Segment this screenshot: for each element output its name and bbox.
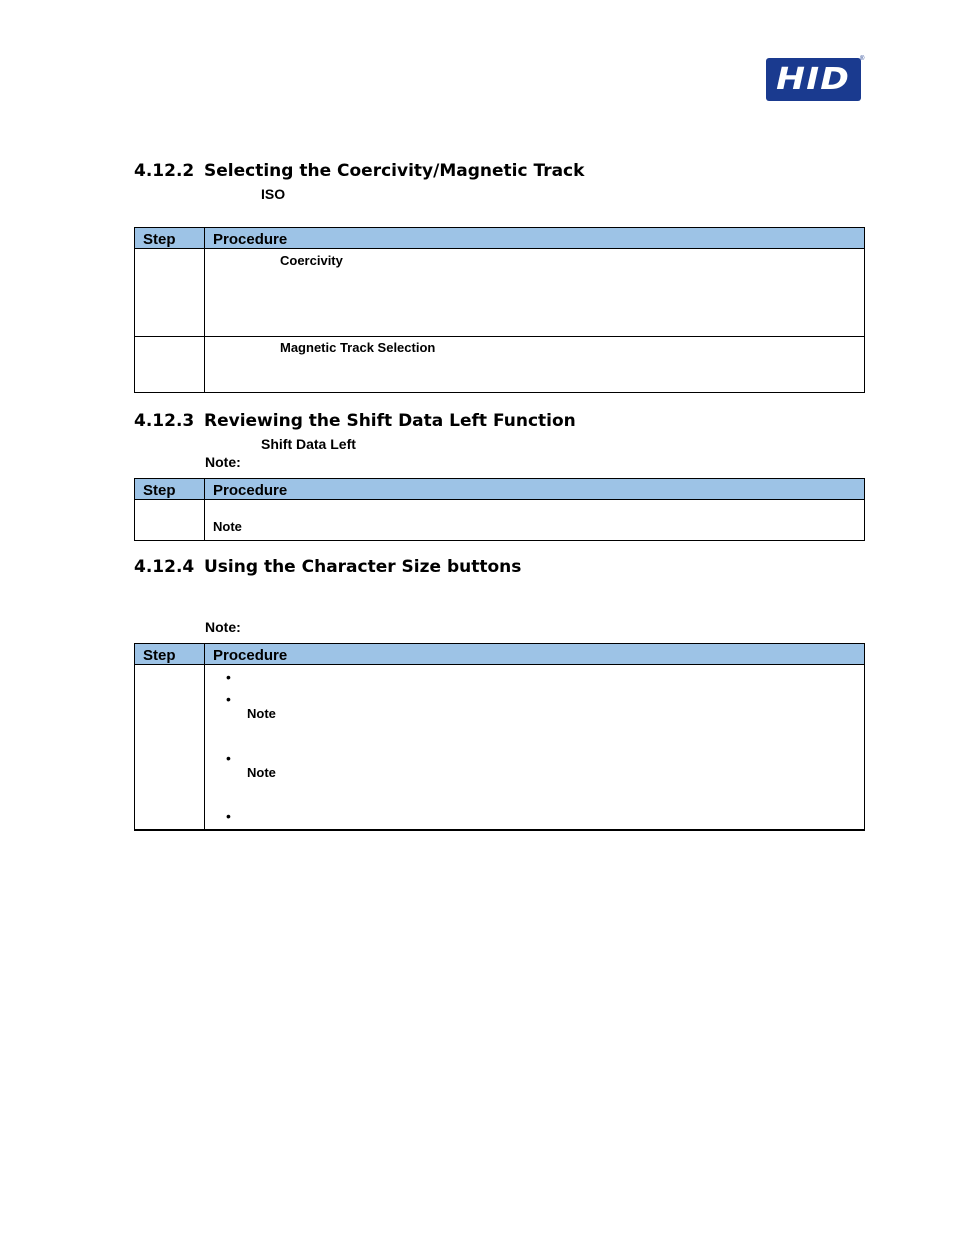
note-label: Note: xyxy=(205,454,241,470)
coercivity-label: Coercivity xyxy=(280,253,343,268)
table-row xyxy=(135,665,865,830)
table-row xyxy=(135,500,865,541)
step-cell xyxy=(135,249,205,337)
column-header-procedure: Procedure xyxy=(205,644,865,665)
registered-mark: ® xyxy=(860,56,865,62)
column-header-procedure: Procedure xyxy=(205,228,865,249)
procedure-cell xyxy=(205,337,865,393)
section-heading-4-12-2 xyxy=(134,161,584,181)
column-header-procedure: Procedure xyxy=(205,479,865,500)
bullet: • xyxy=(226,750,231,766)
section-number: 4.12.4 xyxy=(134,557,195,577)
bullet: • xyxy=(226,808,231,824)
section-title: Using the Character Size buttons xyxy=(204,557,522,577)
section-title: Reviewing the Shift Data Left Function xyxy=(204,411,576,431)
section-title: Selecting the Coercivity/Magnetic Track xyxy=(204,161,585,181)
step-cell xyxy=(135,500,205,541)
bullet: • xyxy=(226,691,231,707)
procedure-cell xyxy=(205,500,865,541)
step-cell xyxy=(135,337,205,393)
column-header-step: Step xyxy=(135,479,205,500)
note-label: Note: xyxy=(205,619,241,635)
table-row xyxy=(135,249,865,337)
table-row xyxy=(135,337,865,393)
column-header-step: Step xyxy=(135,644,205,665)
hid-logo xyxy=(766,58,861,101)
note-label: Note xyxy=(247,765,276,780)
logo-text: HID xyxy=(776,62,851,97)
note-label: Note xyxy=(247,706,276,721)
procedure-table-character-size xyxy=(134,643,865,831)
intro-keyword-shift-data-left: Shift Data Left xyxy=(261,436,356,452)
bullet: • xyxy=(226,669,231,685)
section-number: 4.12.3 xyxy=(134,411,195,431)
intro-keyword-iso: ISO xyxy=(261,186,286,202)
section-heading-4-12-3 xyxy=(134,411,576,431)
procedure-table-shift-data-left xyxy=(134,478,865,541)
note-label: Note xyxy=(213,519,242,534)
step-cell xyxy=(135,665,205,830)
section-number: 4.12.2 xyxy=(134,161,195,181)
section-heading-4-12-4 xyxy=(134,557,521,577)
column-header-step: Step xyxy=(135,228,205,249)
procedure-cell xyxy=(205,665,865,830)
procedure-table-coercivity xyxy=(134,227,865,393)
procedure-cell xyxy=(205,249,865,337)
magnetic-track-selection-label: Magnetic Track Selection xyxy=(280,340,436,355)
